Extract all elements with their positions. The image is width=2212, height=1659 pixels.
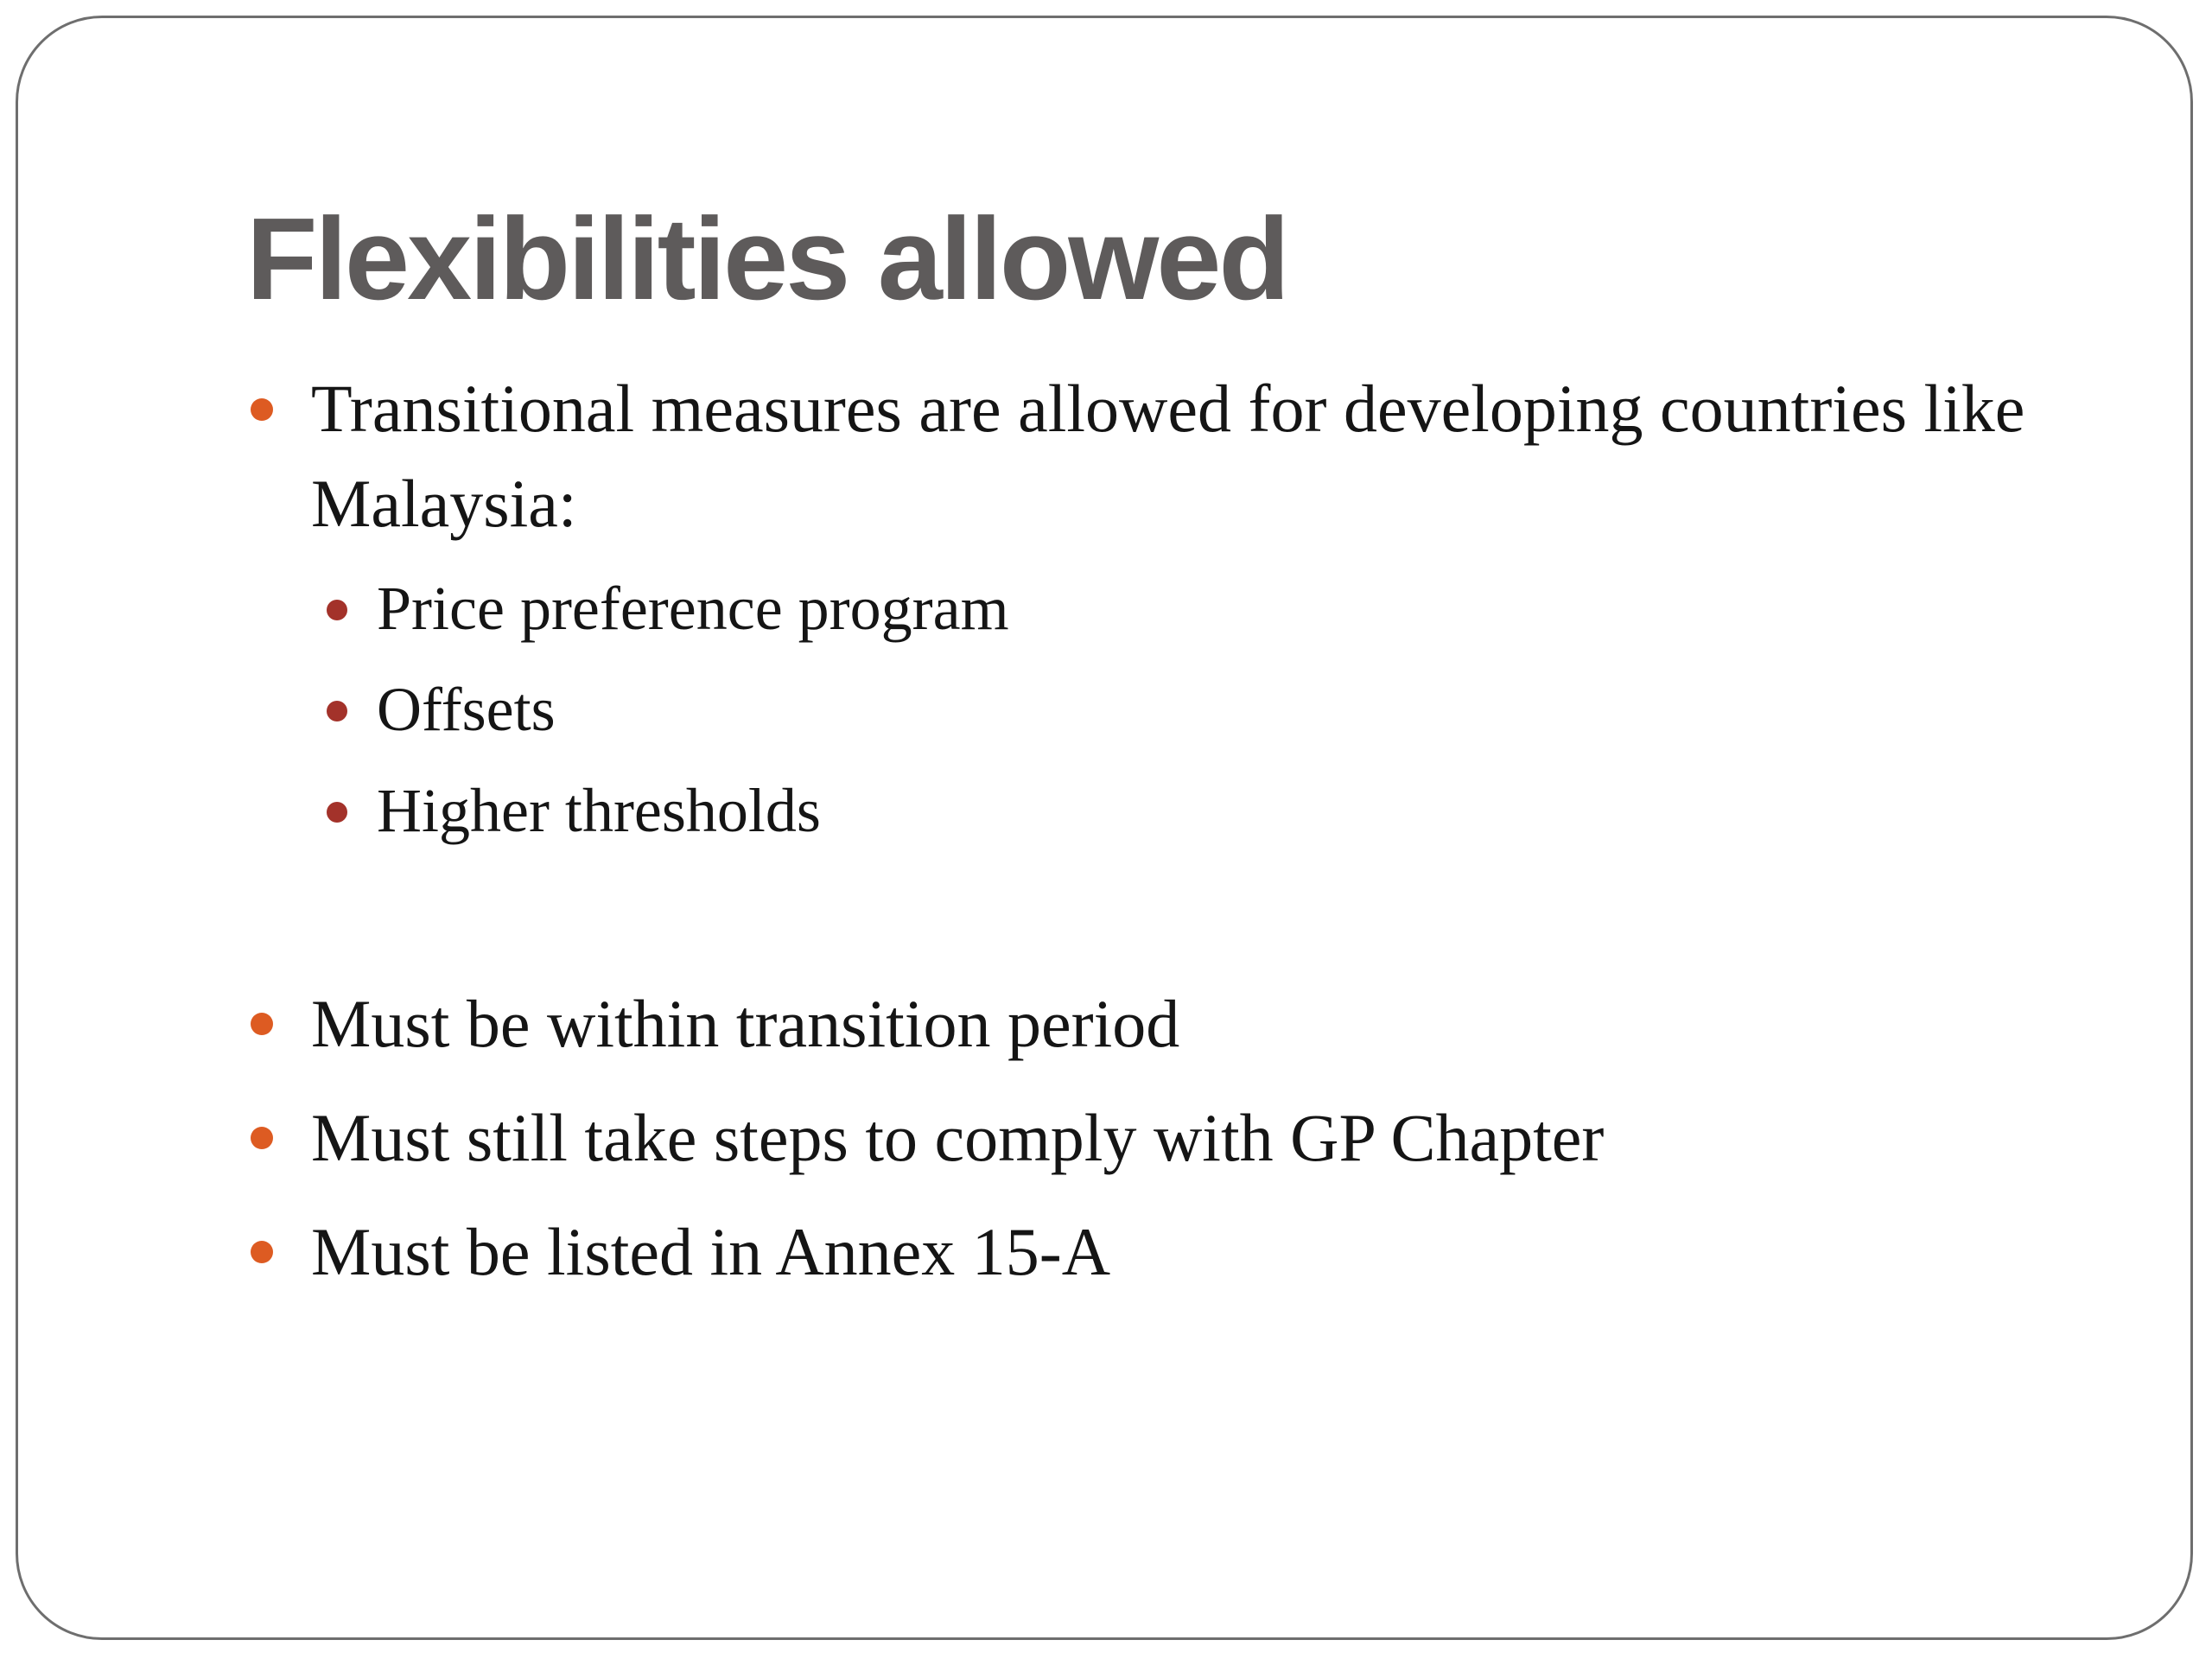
bullet-item: Must be listed in Annex 15-A bbox=[311, 1214, 1111, 1289]
sub-bullet-item: Offsets bbox=[377, 675, 556, 744]
bullet-dot-icon bbox=[251, 398, 273, 421]
sub-bullet-dot-icon bbox=[327, 701, 347, 721]
bullet-dot-icon bbox=[251, 1241, 273, 1263]
bullet-item: Transitional measures are allowed for developing countries like Malaysia: bbox=[311, 371, 2025, 541]
sub-bullet-dot-icon bbox=[327, 802, 347, 823]
bullet-item: Must still take steps to comply with GP Chapter bbox=[311, 1100, 1605, 1175]
bullet-item: Must be within transition period bbox=[311, 986, 1180, 1061]
slide-title: Flexibilities allowed bbox=[246, 194, 1287, 324]
sub-bullet-item: Price preference program bbox=[377, 574, 1009, 643]
bullet-dot-icon bbox=[251, 1127, 273, 1149]
bullet-dot-icon bbox=[251, 1013, 273, 1035]
sub-bullet-item: Higher thresholds bbox=[377, 776, 821, 845]
sub-bullet-dot-icon bbox=[327, 600, 347, 620]
